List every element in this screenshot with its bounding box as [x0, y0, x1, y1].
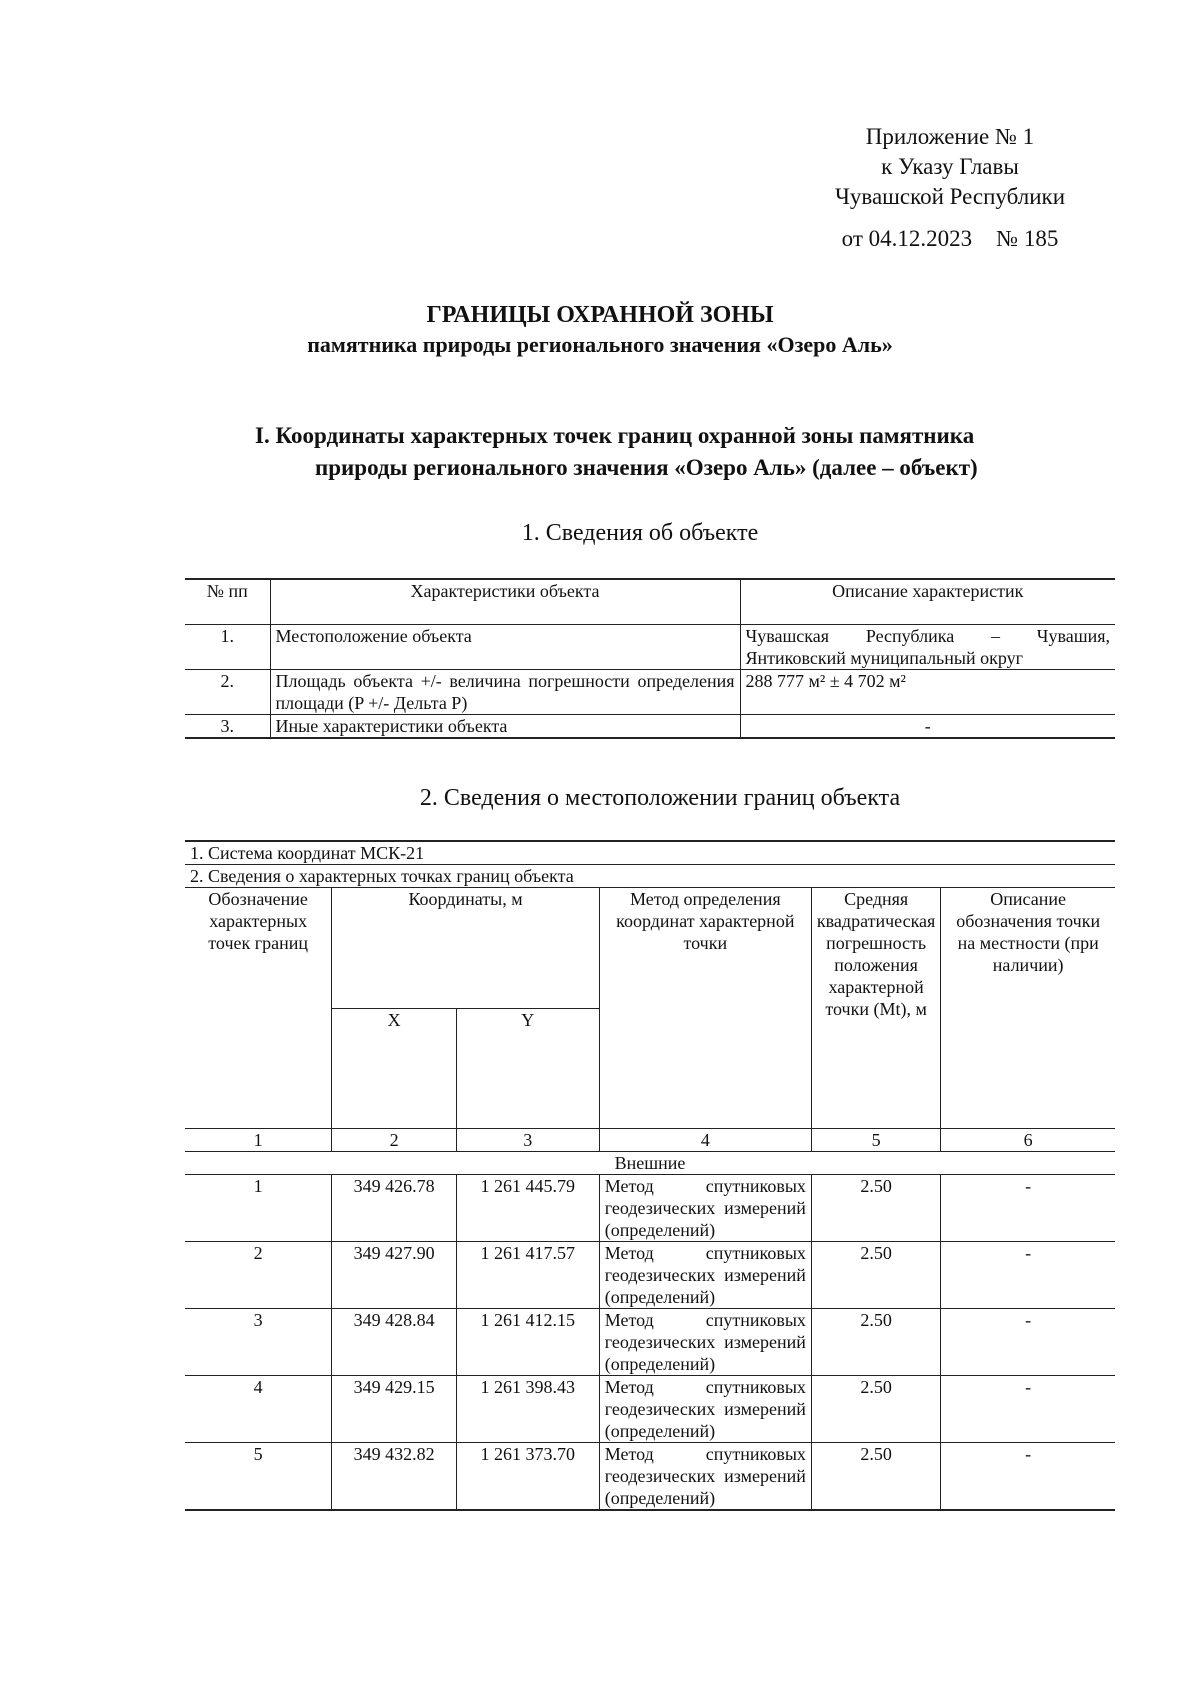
decree-number: № 185: [996, 226, 1059, 251]
point-method: Метод спутниковых геодезических измерений (определений): [599, 1175, 811, 1242]
point-id: 4: [185, 1376, 332, 1443]
row-num: 2.: [185, 670, 270, 715]
col-number: 4: [599, 1129, 811, 1152]
point-method: Метод спутниковых геодезических измерений (определений): [599, 1443, 811, 1511]
points-title-row: [185, 865, 1115, 888]
table-header-row: [185, 579, 1115, 625]
point-y: 1 261 417.57: [456, 1242, 599, 1309]
col-number: 1: [185, 1129, 332, 1152]
coordinate-system: 1. Система координат МСК-21: [185, 841, 1115, 865]
points-title: 2. Сведения о характерных точках границ объекта: [185, 865, 1115, 888]
point-id: 2: [185, 1242, 332, 1309]
object-info-table: [185, 578, 1115, 739]
row-desc: Чувашская Республика – Чувашия, Янтиковский муниципальный округ: [740, 625, 1115, 670]
col-number: 2: [332, 1129, 456, 1152]
point-x: 349 429.15: [332, 1376, 456, 1443]
header-description: Описание обозначения точки на местности (при наличии): [941, 888, 1115, 1129]
row-name: Иные характеристики объекта: [270, 715, 740, 739]
boundary-points-table: [185, 840, 1115, 1511]
point-rms: 2.50: [811, 1309, 940, 1376]
title-main: ГРАНИЦЫ ОХРАННОЙ ЗОНЫ: [426, 302, 774, 328]
section-1-line1: I. Координаты характерных точек границ охранной зоны памятника: [255, 423, 975, 448]
point-id: 5: [185, 1443, 332, 1511]
point-rms: 2.50: [811, 1242, 940, 1309]
table-row: [185, 670, 1115, 715]
row-desc: -: [740, 715, 1115, 739]
header-rms: Средняя квадратическая погрешность положения характерной точки (Mt), м: [811, 888, 940, 1129]
header-row: [185, 888, 1115, 1009]
table-row: [185, 1376, 1115, 1443]
coordinate-system-row: [185, 841, 1115, 865]
header-designation: Обозначение характерных точек границ: [185, 888, 332, 1129]
table-row: [185, 1175, 1115, 1242]
point-desc: -: [941, 1242, 1115, 1309]
point-x: 349 427.90: [332, 1242, 456, 1309]
appendix-date-line: [800, 224, 1100, 254]
table-row: [185, 1443, 1115, 1511]
point-rms: 2.50: [811, 1443, 940, 1511]
point-method: Метод спутниковых геодезических измерений (определений): [599, 1376, 811, 1443]
appendix-header: [800, 122, 1100, 254]
section-1-heading: [255, 420, 1095, 484]
point-y: 1 261 412.15: [456, 1309, 599, 1376]
point-desc: -: [941, 1376, 1115, 1443]
point-desc: -: [941, 1443, 1115, 1511]
table-row: [185, 1309, 1115, 1376]
header-coords: Координаты, м: [332, 888, 599, 1009]
col-number: 6: [941, 1129, 1115, 1152]
point-y: 1 261 445.79: [456, 1175, 599, 1242]
appendix-line3: Чувашской Республики: [834, 184, 1066, 209]
point-x: 349 432.82: [332, 1443, 456, 1511]
header-description: Описание характеристик: [740, 579, 1115, 625]
point-desc: -: [941, 1309, 1115, 1376]
col-number: 3: [456, 1129, 599, 1152]
group-label: Внешние: [185, 1152, 1115, 1175]
point-y: 1 261 398.43: [456, 1376, 599, 1443]
header-method: Метод определения координат характерной точки: [599, 888, 811, 1129]
row-name: Площадь объекта +/- величина погрешности определения площади (P +/- Дельта P): [270, 670, 740, 715]
point-rms: 2.50: [811, 1175, 940, 1242]
appendix-line2: к Указу Главы: [881, 154, 1019, 179]
header-characteristics: Характеристики объекта: [270, 579, 740, 625]
section-1-line2: природы регионального значения «Озеро Аль» (далее – объект): [315, 455, 978, 480]
header-x: X: [332, 1008, 456, 1129]
column-numbers-row: [185, 1129, 1115, 1152]
header-num: № пп: [185, 579, 270, 625]
table-row: [185, 715, 1115, 739]
row-desc: 288 777 м² ± 4 702 м²: [740, 670, 1115, 715]
point-method: Метод спутниковых геодезических измерений (определений): [599, 1309, 811, 1376]
point-method: Метод спутниковых геодезических измерений (определений): [599, 1242, 811, 1309]
row-num: 1.: [185, 625, 270, 670]
point-y: 1 261 373.70: [456, 1443, 599, 1511]
document-title: [0, 300, 1200, 360]
point-id: 3: [185, 1309, 332, 1376]
decree-date: от 04.12.2023: [841, 226, 973, 251]
table-row: [185, 625, 1115, 670]
point-x: 349 426.78: [332, 1175, 456, 1242]
row-name: Местоположение объекта: [270, 625, 740, 670]
row-num: 3.: [185, 715, 270, 739]
point-rms: 2.50: [811, 1376, 940, 1443]
point-id: 1: [185, 1175, 332, 1242]
table-row: [185, 1242, 1115, 1309]
header-y: Y: [456, 1008, 599, 1129]
point-desc: -: [941, 1175, 1115, 1242]
boundaries-heading: 2. Сведения о местоположении границ объекта: [419, 785, 901, 811]
col-number: 5: [811, 1129, 940, 1152]
object-info-heading: 1. Сведения об объекте: [521, 520, 759, 546]
point-x: 349 428.84: [332, 1309, 456, 1376]
title-sub: памятника природы регионального значения «Озеро Аль»: [307, 332, 893, 357]
appendix-line1: Приложение № 1: [865, 124, 1035, 149]
group-row: [185, 1152, 1115, 1175]
